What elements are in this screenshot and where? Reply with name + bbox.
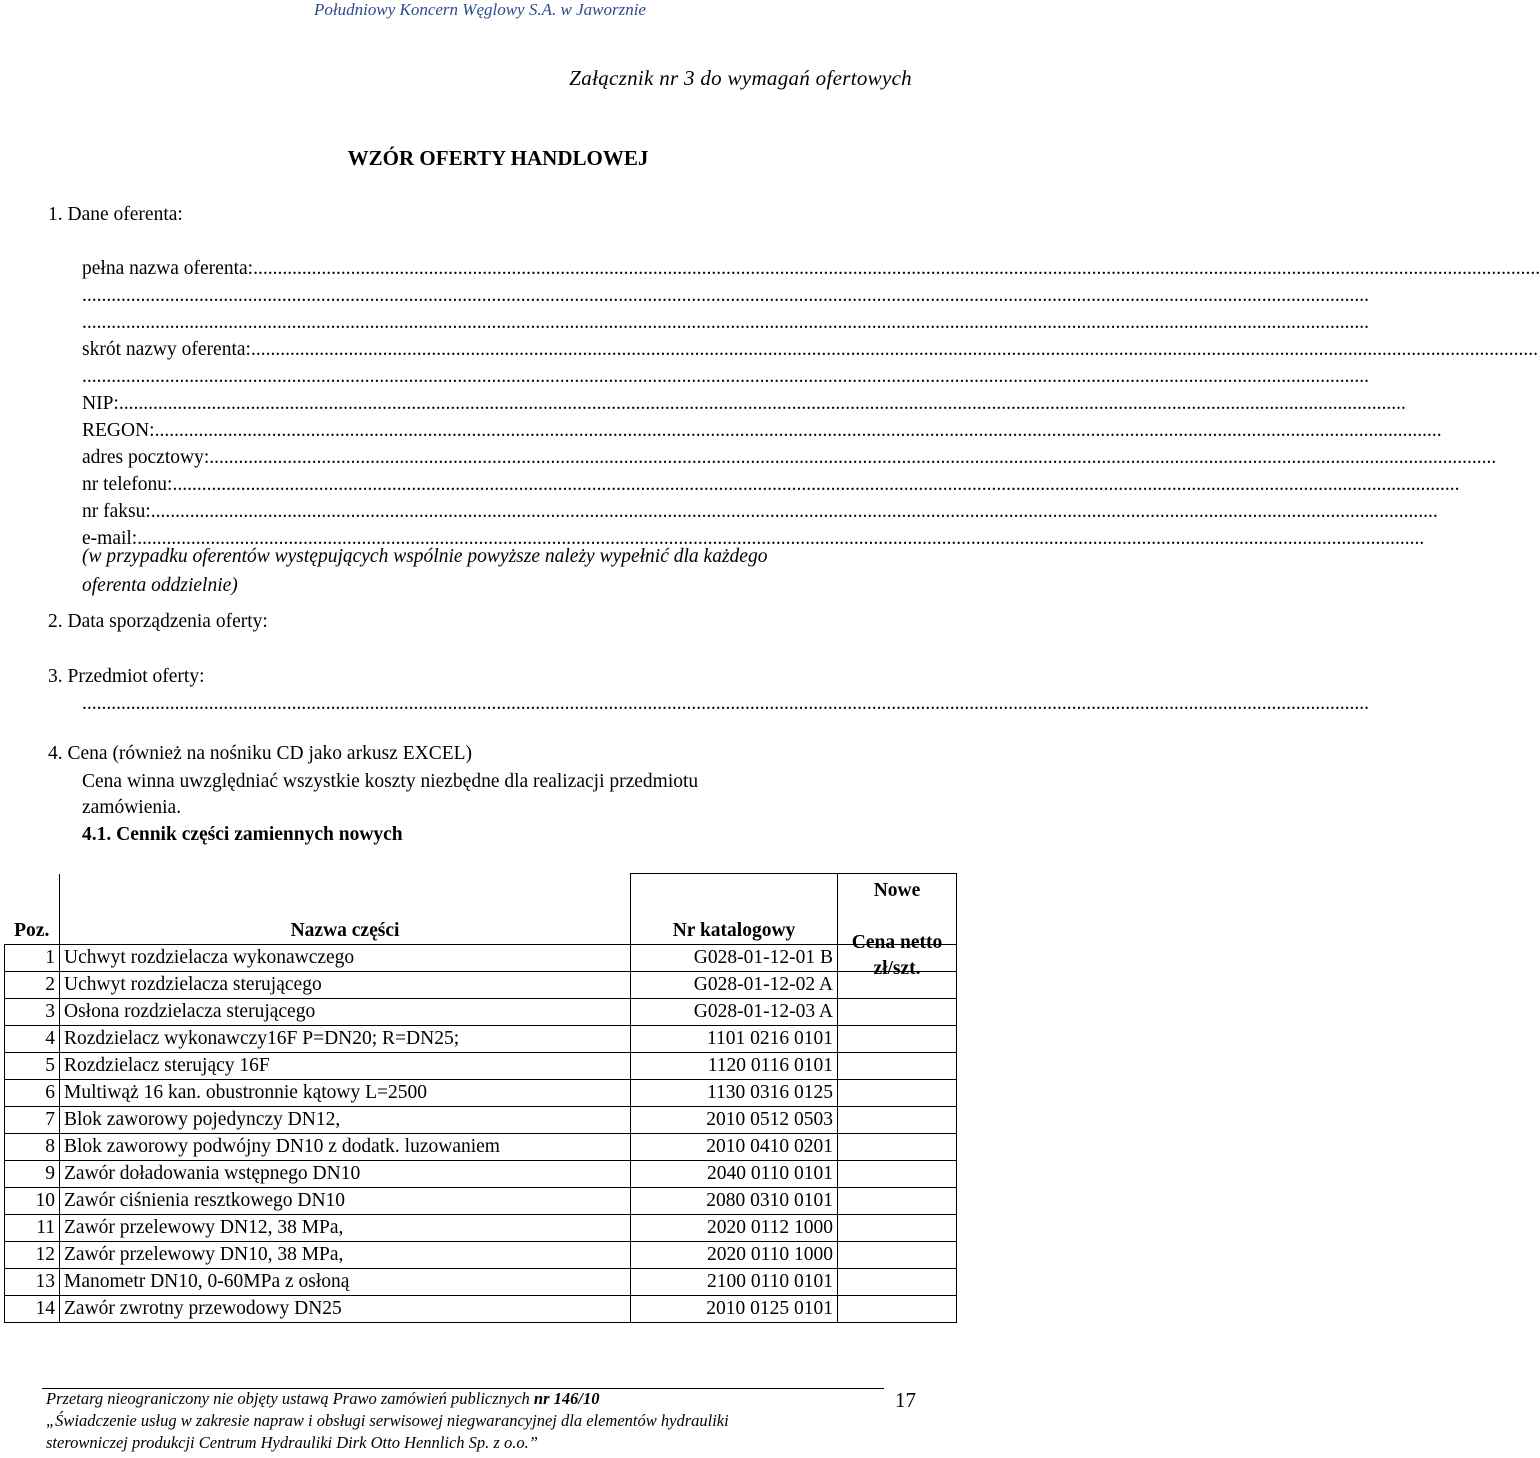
field-label: skrót nazwy oferenta: [82,339,251,360]
footer-line-1 [46,1389,599,1409]
cell-name: Uchwyt rozdzielacza sterującego [60,972,631,999]
attachment-label: Załącznik nr 3 do wymagań ofertowych [569,66,912,90]
cell-name: Rozdzielacz sterujący 16F [60,1053,631,1080]
cell-catalog: 1130 0316 0125 [631,1080,838,1107]
cell-catalog: 2080 0310 0101 [631,1188,838,1215]
col-header-poz: Poz. [5,874,60,945]
cell-name: Zawór zwrotny przewodowy DN25 [60,1296,631,1323]
cell-name: Zawór doładowania wstępnego DN10 [60,1161,631,1188]
table-row [5,1026,957,1053]
cell-poz: 13 [5,1269,60,1296]
field-full-name [82,258,1540,280]
field-full-name-cont-1 [82,285,1369,307]
cell-price-input[interactable] [838,1161,957,1188]
cell-poz: 7 [5,1107,60,1134]
cell-name: Blok zaworowy podwójny DN10 z dodatk. luzowaniem [60,1134,631,1161]
section-4-heading: 4. Cena (również na nośniku CD jako arkusz EXCEL) [48,743,473,764]
section-2-heading: 2. Data sporządzenia oferty: [48,611,268,632]
leader-dots: ........................................................................................................................................................................................................................................................................ [82,312,1369,333]
cell-catalog: G028-01-12-01 B [631,945,838,972]
table-row [5,1188,957,1215]
leader-dots: ........................................................................................................................................................................................................................................................................ [154,420,1442,441]
footer-line-2: „Świadczenie usług w zakresie napraw i obsługi serwisowej niegwarancyjnej dla elementów hydrauliki [46,1411,729,1430]
table-body [5,945,957,1323]
field-short-name [82,339,1538,361]
parts-price-table [4,873,957,1323]
leader-dots: ........................................................................................................................................................................................................................................................................ [82,285,1369,306]
cell-poz: 8 [5,1134,60,1161]
cell-poz: 14 [5,1296,60,1323]
cell-catalog: 1101 0216 0101 [631,1026,838,1053]
cell-poz: 4 [5,1026,60,1053]
cell-name: Osłona rozdzielacza sterującego [60,999,631,1026]
cell-poz: 1 [5,945,60,972]
col-header-catalog: Nr katalogowy [631,874,838,945]
col-header-new: Nowe [873,880,921,901]
cell-catalog: 2100 0110 0101 [631,1269,838,1296]
leader-dots: ........................................................................................................................................................................................................................................................................ [118,393,1406,414]
cell-price-input[interactable] [838,1215,957,1242]
cell-name: Uchwyt rozdzielacza wykonawczego [60,945,631,972]
cell-catalog: 2010 0512 0503 [631,1107,838,1134]
cell-catalog: 2020 0112 1000 [631,1215,838,1242]
cell-name: Multiwąż 16 kan. obustronnie kątowy L=2500 [60,1080,631,1107]
table-row [5,1161,957,1188]
cell-price-input[interactable] [838,1134,957,1161]
section-1-heading: 1. Dane oferenta: [48,204,183,225]
col-header-name: Nazwa części [60,874,631,945]
cell-poz: 10 [5,1188,60,1215]
cell-price-input[interactable] [838,1107,957,1134]
field-label: e-mail: [82,528,138,549]
cell-name: Rozdzielacz wykonawczy16F P=DN20; R=DN25; [60,1026,631,1053]
cell-poz: 2 [5,972,60,999]
table-row [5,1053,957,1080]
cell-name: Zawór ciśnienia resztkowego DN10 [60,1188,631,1215]
cell-catalog: G028-01-12-03 A [631,999,838,1026]
leader-dots: ........................................................................................................................................................................................................................................................................ [82,366,1369,387]
field-nip [82,393,1406,415]
field-label: REGON: [82,420,155,441]
footer-line-3: sterowniczej produkcji Centrum Hydrauliki Dirk Otto Hennlich Sp. z o.o.” [46,1433,538,1452]
field-label: nr telefonu: [82,474,173,495]
document-title: WZÓR OFERTY HANDLOWEJ [347,146,649,170]
leader-dots: ........................................................................................................................................................................................................................................................................ [172,474,1460,495]
field-label: NIP: [82,393,119,414]
cell-name: Blok zaworowy pojedynczy DN12, [60,1107,631,1134]
table-row [5,972,957,999]
cell-catalog: 2010 0410 0201 [631,1134,838,1161]
subject-line [82,693,1369,715]
table-header-row [5,874,957,945]
cell-catalog: 1120 0116 0101 [631,1053,838,1080]
field-regon [82,420,1442,442]
cell-name: Manometr DN10, 0-60MPa z osłoną [60,1269,631,1296]
section-4-1-heading: 4.1. Cennik części zamiennych nowych [82,824,403,845]
cell-price-input[interactable] [838,999,957,1026]
field-phone [82,474,1460,496]
col-header-price [838,874,957,979]
cell-price-input[interactable] [838,1080,957,1107]
cell-poz: 5 [5,1053,60,1080]
section-4-text-1: Cena winna uwzględniać wszystkie koszty niezbędne dla realizacji przedmiotu [82,771,699,792]
cell-catalog: 2020 0110 1000 [631,1242,838,1269]
cell-price-input[interactable] [838,1242,957,1269]
note-line-1: (w przypadku oferentów występujących wspólnie powyższe należy wypełnić dla każdego [82,546,768,567]
note-line-2: oferenta oddzielnie) [82,575,238,596]
cell-poz: 6 [5,1080,60,1107]
leader-dots: ........................................................................................................................................................................................................................................................................ [137,528,1425,549]
cell-poz: 9 [5,1161,60,1188]
table-row [5,999,957,1026]
footer-tender-text: Przetarg nieograniczony nie objęty ustawą Prawo zamówień publicznych [46,1389,534,1408]
leader-dots: ........................................................................................................................................................................................................................................................................ [150,501,1438,522]
field-fax [82,501,1438,523]
page-header: Południowy Koncern Węglowy S.A. w Jaworznie [314,0,646,19]
table-row [5,945,957,972]
section-3-heading: 3. Przedmiot oferty: [48,666,205,687]
table-row [5,1134,957,1161]
cell-price-input[interactable] [838,1188,957,1215]
table-row [5,1215,957,1242]
field-label: nr faksu: [82,501,151,522]
cell-price-input[interactable] [838,1026,957,1053]
leader-dots: ........................................................................................................................................................................................................................................................................ [253,258,1540,279]
field-full-name-cont-2 [82,312,1369,334]
cell-poz: 12 [5,1242,60,1269]
field-address [82,447,1497,469]
col-header-net-price: Cena netto zł/szt. [851,932,943,979]
cell-poz: 3 [5,999,60,1026]
table-row [5,1242,957,1269]
footer-tender-number: nr 146/10 [533,1389,600,1408]
field-label: pełna nazwa oferenta: [82,258,254,279]
table-row [5,1296,957,1323]
table-row [5,1107,957,1134]
cell-price-input[interactable] [838,1053,957,1080]
page-number: 17 [895,1388,916,1412]
cell-poz: 11 [5,1215,60,1242]
table-row [5,1269,957,1296]
cell-catalog: 2010 0125 0101 [631,1296,838,1323]
cell-price-input[interactable] [838,1269,957,1296]
cell-catalog: 2040 0110 0101 [631,1161,838,1188]
leader-dots: ........................................................................................................................................................................................................................................................................ [209,447,1497,468]
cell-name: Zawór przelewowy DN12, 38 MPa, [60,1215,631,1242]
section-4-text-2: zamówienia. [82,797,182,818]
cell-name: Zawór przelewowy DN10, 38 MPa, [60,1242,631,1269]
cell-price-input[interactable] [838,1296,957,1323]
leader-dots: ........................................................................................................................................................................................................................................................................ [82,693,1369,714]
cell-catalog: G028-01-12-02 A [631,972,838,999]
field-short-name-cont [82,366,1369,388]
leader-dots: ........................................................................................................................................................................................................................................................................ [250,339,1538,360]
table-row [5,1080,957,1107]
field-label: adres pocztowy: [82,447,210,468]
